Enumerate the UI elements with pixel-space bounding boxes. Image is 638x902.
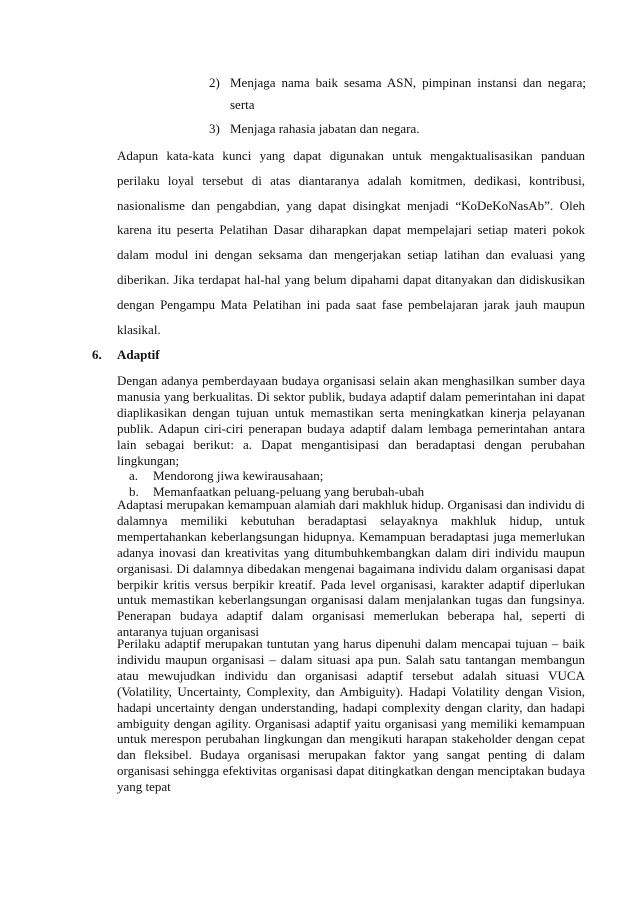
- list-item-text: Mendorong jiwa kewirausahaan;: [153, 468, 324, 484]
- numbered-list-item: [209, 72, 586, 116]
- intro-paragraph: Adapun kata-kata kunci yang dapat digunakan untuk mengaktualisasikan panduan perilaku loyal tersebut di atas diantaranya adalah komitmen, dedikasi, kontribusi, nasionalisme dan pengabdian, yang dapat disingkat menjadi “KoDeKoNasAb”. Oleh karena itu peserta Pelatihan Dasar diharapkan dapat mempelajari setiap materi pokok dalam modul ini dengan seksama dan mengerjakan setiap latihan dan evaluasi yang diberikan. Jika terdapat hal-hal yang belum dipahami dapat ditanyakan dan didiskusikan dengan Pengampu Mata Pelatihan ini pada saat fase pembelajaran jarak jauh maupun klasikal.: [117, 148, 585, 337]
- list-item: [117, 468, 585, 484]
- section-paragraph: Perilaku adaptif merupakan tuntutan yang harus dipenuhi dalam mencapai tujuan – baik individu maupun organisasi – dalam situasi apa pun. Salah satu tantangan membangun atau mewujudkan individu dan organisasi adaptif tersebut adalah situasi VUCA (Volatility, Uncertainty, Complexity, dan Ambiguity). Hadapi Volatility dengan Vision, hadapi uncertainty dengan understanding, hadapi complexity dengan clarity, dan hadapi ambiguity dengan agility. Organisasi adaptif yaitu organisasi yang memiliki kemampuan untuk merespon perubahan lingkungan dan mengikuti harapan stakeholder dengan cepat dan fleksibel. Budaya organisasi merupakan faktor yang sangat penting di dalam organisasi sehingga efektivitas organisasi dapat ditingkatkan dengan menciptakan budaya yang tepat: [117, 636, 585, 795]
- characteristics-list: [117, 468, 585, 500]
- list-item-letter: a.: [129, 468, 139, 484]
- section-number: 6.: [92, 347, 102, 362]
- section-paragraph: Dengan adanya pemberdayaan budaya organisasi selain akan menghasilkan sumber daya manusia yang berkualitas. Di sektor publik, budaya adaptif dalam pemerintahan ini dapat diaplikasikan dengan tujuan untuk memastikan serta meningkatkan kinerja pelayanan publik. Adapun ciri-ciri penerapan budaya adaptif dalam lembaga pemerintahan antara lain sebagai berikut: a. Dapat mengantisipasi dan beradaptasi dengan perubahan lingkungan;: [117, 373, 585, 468]
- list-item-number: 3): [209, 121, 220, 136]
- list-item-text: Menjaga nama baik sesama ASN, pimpinan instansi dan negara; serta: [230, 75, 586, 112]
- section-heading: [92, 346, 160, 364]
- section-paragraph-with-list: [117, 373, 585, 500]
- list-item-text: Memanfaatkan peluang-peluang yang berubah-ubah: [153, 484, 425, 500]
- section-paragraph: Adaptasi merupakan kemampuan alamiah dari makhluk hidup. Organisasi dan individu di dalamnya memiliki kebutuhan beradaptasi selayaknya makhluk hidup, untuk mempertahankan keberlangsungan hidupnya. Kemampuan beradaptasi juga memerlukan adanya inovasi dan kreativitas yang ditumbuhkembangkan dalam diri individu maupun organisasi. Di dalamnya dibedakan mengenai bagaimana individu dalam organisasi dapat berpikir kritis versus berpikir kreatif. Pada level organisasi, karakter adaptif diperlukan untuk memastikan keberlangsungan organisasi dalam menjalankan tugas dan fungsinya. Penerapan budaya adaptif dalam organisasi memerlukan beberapa hal, seperti di antaranya tujuan organisasi: [117, 497, 585, 640]
- list-item-text: Menjaga rahasia jabatan dan negara.: [230, 121, 420, 136]
- list-item-number: 2): [209, 75, 220, 90]
- numbered-list-item: [209, 118, 586, 140]
- section-title: Adaptif: [117, 347, 160, 362]
- list-item-letter: b.: [129, 484, 139, 500]
